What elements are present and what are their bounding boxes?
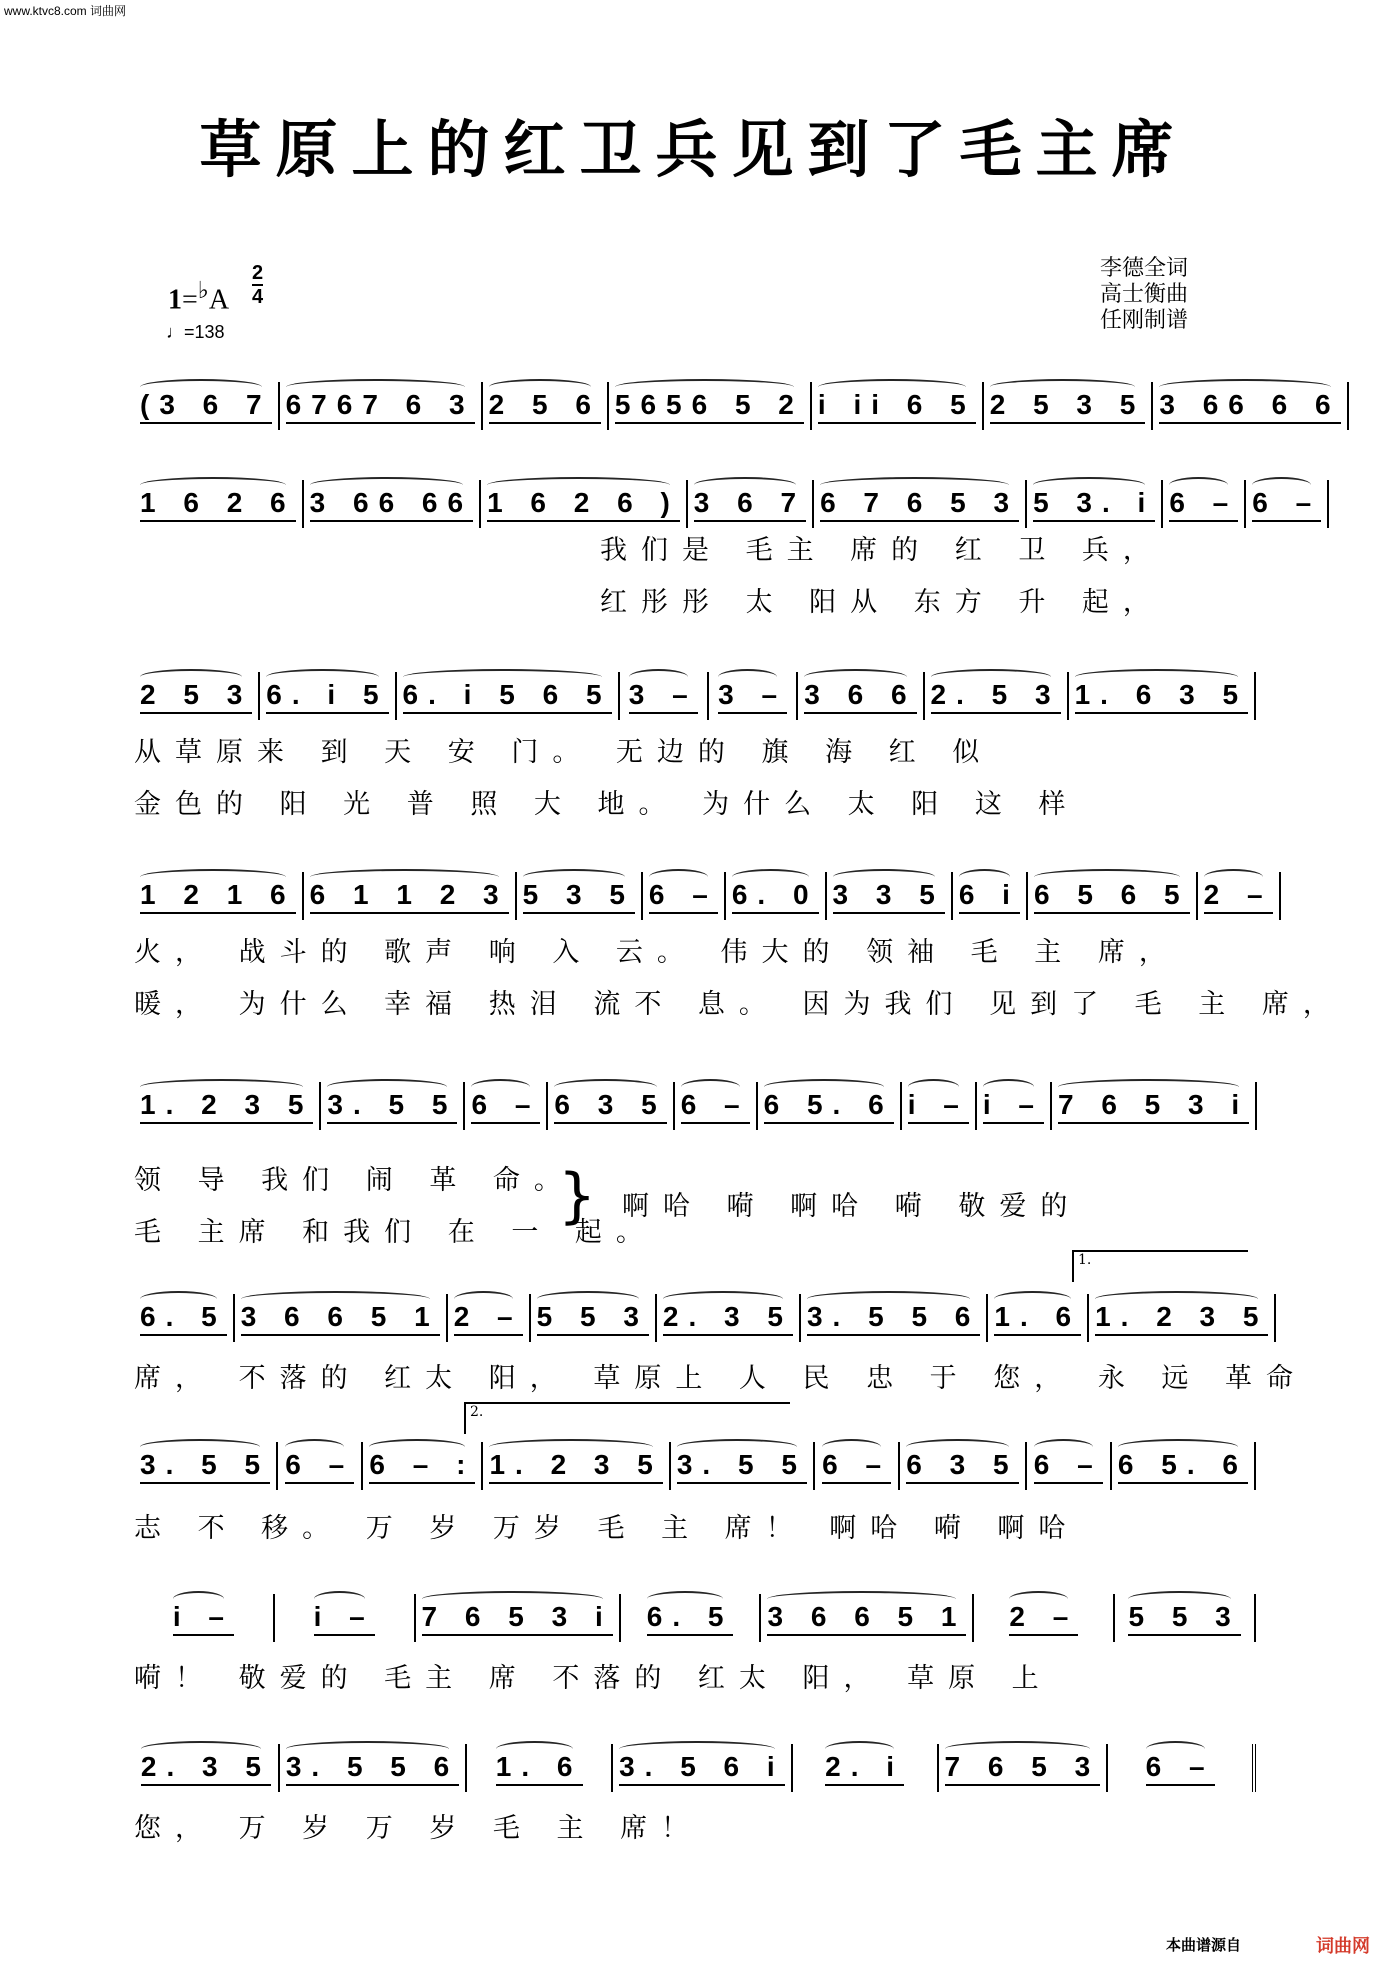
measure-notes: 6767 6 3 (286, 389, 475, 424)
measure (953, 872, 1028, 920)
measure-notes: i – (314, 1601, 375, 1636)
measure (1115, 1594, 1256, 1642)
measure-notes: 2. i (825, 1751, 904, 1786)
measure-notes: 6 – (1034, 1449, 1103, 1484)
measure-notes: 6 – (285, 1449, 354, 1484)
measure-notes: 1 6 2 6 ) (487, 487, 680, 522)
measure-notes: 6 5. 6 (764, 1089, 894, 1124)
measure-notes: 6 – (649, 879, 718, 914)
measure (275, 1594, 416, 1642)
measure-notes: 2. 5 3 (931, 679, 1061, 714)
measure-notes: i – (173, 1601, 234, 1636)
measure-notes: 5 5 3 (1128, 1601, 1240, 1636)
measure (688, 480, 814, 528)
measure-notes: 6 – (681, 1089, 750, 1124)
lyric-line: 毛 主席 和我们 在 一 起。 (134, 1217, 657, 1248)
measure (134, 1744, 280, 1792)
measure (620, 672, 709, 720)
site-watermark: www.ktvc8.com 词曲网 (4, 4, 127, 18)
notation-row-4 (134, 850, 1273, 920)
measure (643, 872, 726, 920)
measure (613, 1744, 793, 1792)
measure (304, 872, 517, 920)
measure (902, 1082, 977, 1130)
measure (657, 1294, 801, 1342)
time-signature (252, 262, 263, 308)
measure (134, 1082, 321, 1130)
measure (363, 1442, 483, 1490)
measure-notes: 1. 6 3 5 (1075, 679, 1248, 714)
measure-notes: 6 7 6 5 3 (820, 487, 1019, 522)
measure (609, 382, 812, 430)
time-signature-bottom: 4 (252, 286, 264, 308)
source-footer: 本曲谱源自 (1166, 1936, 1242, 1954)
measure-notes: 5 5 3 (537, 1301, 649, 1336)
lyric-brace: } (558, 1161, 597, 1231)
measure-notes: 6 – (822, 1449, 891, 1484)
measure-notes: 6 3 5 (906, 1449, 1018, 1484)
page-title: 草原上的红卫兵见到了毛主席 (199, 113, 1188, 186)
measure-notes: 3 – (629, 679, 698, 714)
first-ending-bracket: 1. (1072, 1250, 1248, 1282)
measure-notes: 3 6 6 5 1 (241, 1301, 440, 1336)
measure (1246, 480, 1329, 528)
measure-notes: 6 5 6 5 (1034, 879, 1190, 914)
measure-notes: 3. 5 6 i (619, 1751, 785, 1786)
measure-notes: 6 – (471, 1089, 540, 1124)
key-signature (168, 276, 229, 316)
brand-logo: 词曲网 (1316, 1936, 1370, 1957)
measure-notes: 2 5 3 5 (990, 389, 1146, 424)
notation-row-5 (134, 1060, 1256, 1130)
measure-notes: 3 6 6 5 1 (767, 1601, 966, 1636)
measure (977, 1082, 1052, 1130)
credit-lyricist: 李德全词 (1100, 256, 1189, 281)
lyric-line: 暖， 为什么 幸福 热泪 流不 息。 因为我们 见到了 毛 主 席， (134, 989, 1344, 1020)
measure (481, 480, 688, 528)
measure (134, 480, 304, 528)
measure (709, 672, 798, 720)
measure (1153, 382, 1348, 430)
measure (483, 1442, 670, 1490)
measure (939, 1744, 1109, 1792)
measure (925, 672, 1069, 720)
key-equals: = (182, 284, 198, 316)
measure-notes: 6 5. 6 (1118, 1449, 1248, 1484)
measure (448, 1294, 531, 1342)
lyric-line: 志 不 移。 万 岁 万岁 毛 主 席！ 啊哈 嗬 啊哈 (134, 1513, 1080, 1544)
measure-notes: i ii 6 5 (818, 389, 976, 424)
measure-notes: 6 – (1146, 1751, 1215, 1786)
key-tonic-number: 1 (168, 284, 182, 316)
measure-notes: 7 6 5 3 i (422, 1601, 613, 1636)
lyric-line: 火， 战斗的 歌声 响 入 云。 伟大的 领袖 毛 主 席， (134, 937, 1180, 968)
key-note: A (208, 284, 230, 316)
measure (134, 872, 304, 920)
measure (134, 382, 280, 430)
measure (1089, 1294, 1276, 1342)
notation-row-1 (134, 360, 1341, 430)
notation-row-8 (134, 1572, 1256, 1642)
lyric-line: 红彤彤 太 阳从 东方 升 起， (600, 587, 1164, 618)
measure-notes: 6 1 1 2 3 (310, 879, 509, 914)
measure (798, 672, 924, 720)
notation-row-9 (134, 1722, 1256, 1792)
credit-transcriber: 任刚制谱 (1100, 308, 1189, 333)
measure (134, 1594, 275, 1642)
measure (758, 1082, 902, 1130)
tempo-mark: ♩=138 (166, 322, 225, 342)
measure (260, 672, 396, 720)
measure-notes: 6. 0 (732, 879, 819, 914)
measure-notes: 6 – (1169, 487, 1238, 522)
measure (621, 1594, 762, 1642)
measure (1163, 480, 1246, 528)
measure-notes: 6. 5 (140, 1301, 227, 1336)
measure (1028, 872, 1198, 920)
measure-notes: 1. 2 3 5 (489, 1449, 662, 1484)
measure-notes: 3. 5 5 (327, 1089, 457, 1124)
measure-notes: 6 3 5 (554, 1089, 666, 1124)
measure-notes: 3 66 6 6 (1159, 389, 1340, 424)
measure (517, 872, 643, 920)
measure (801, 1294, 988, 1342)
measure-notes: 6. i 5 (266, 679, 388, 714)
measure-notes: 3. 5 5 6 (286, 1751, 459, 1786)
measure-notes: 3 – (718, 679, 787, 714)
measure (134, 672, 260, 720)
measure-notes: i – (908, 1089, 969, 1124)
measure (1027, 1442, 1112, 1490)
measure-notes: 1. 6 (994, 1301, 1081, 1336)
measure-notes: 3 6 7 (694, 487, 806, 522)
measure-notes: 1. 2 3 5 (140, 1089, 313, 1124)
measure (1027, 480, 1163, 528)
measure (814, 480, 1027, 528)
measure-notes: 2. 3 5 (141, 1751, 271, 1786)
credits (1100, 256, 1188, 334)
measure (827, 872, 953, 920)
measure (134, 1294, 235, 1342)
credit-composer: 高士衡曲 (1100, 282, 1189, 307)
measure (531, 1294, 657, 1342)
measure-notes: 6 – (1252, 487, 1321, 522)
measure-notes: 5656 5 2 (615, 389, 804, 424)
measure (235, 1294, 448, 1342)
measure (416, 1594, 621, 1642)
measure-notes: 6. i 5 6 5 (403, 679, 612, 714)
measure (726, 872, 827, 920)
measure-notes: 5 3. i (1033, 487, 1155, 522)
measure-notes: 6. 5 (647, 1601, 734, 1636)
measure-notes: (3 6 7 (140, 389, 272, 424)
measure (134, 1442, 278, 1490)
measure-notes: 3. 5 5 6 (807, 1301, 980, 1336)
notation-row-3 (134, 650, 1256, 720)
measure (675, 1082, 758, 1130)
measure-notes: 3 66 66 (310, 487, 473, 522)
measure (304, 480, 481, 528)
measure-notes: 3. 5 5 (140, 1449, 270, 1484)
measure (812, 382, 984, 430)
measure (278, 1442, 363, 1490)
measure (321, 1082, 465, 1130)
measure-notes: 6 i (959, 879, 1020, 914)
measure (280, 382, 483, 430)
measure (984, 382, 1154, 430)
measure-notes: 6 – : (369, 1449, 475, 1484)
measure-notes: 5 3 5 (523, 879, 635, 914)
measure-notes: 3 3 5 (833, 879, 945, 914)
notation-row-2 (134, 458, 1322, 528)
measure (483, 382, 609, 430)
lyric-line: 席， 不落的 红太 阳， 草原上 人 民 忠 于 您， 永 远 革命 (134, 1363, 1307, 1394)
measure (900, 1442, 1026, 1490)
measure-notes: 1 2 1 6 (140, 879, 296, 914)
measure (548, 1082, 674, 1130)
time-signature-top: 2 (252, 262, 264, 284)
measure-notes: 1. 2 3 5 (1095, 1301, 1268, 1336)
lyric-line: 金色的 阳 光 普 照 大 地。 为什么 太 阳 这 样 (134, 789, 1080, 820)
measure (761, 1594, 974, 1642)
measure (280, 1744, 467, 1792)
measure (988, 1294, 1089, 1342)
measure (793, 1744, 939, 1792)
measure-notes: 2 5 6 (489, 389, 601, 424)
measure-notes: 3. 5 5 (677, 1449, 807, 1484)
measure-notes: 1. 6 (496, 1751, 583, 1786)
notation-row-6 (134, 1272, 1269, 1342)
measure (1198, 872, 1281, 920)
measure-notes: 2 – (1009, 1601, 1078, 1636)
measure (671, 1442, 815, 1490)
measure-notes: 7 6 5 3 i (1058, 1089, 1249, 1124)
lyric-line: 我们是 毛主 席的 红 卫 兵， (600, 535, 1164, 566)
lyric-line: 从草原来 到 天 安 门。 无边的 旗 海 红 似 (134, 737, 994, 768)
measure (815, 1442, 900, 1490)
measure-notes: 2 – (454, 1301, 523, 1336)
measure (1112, 1442, 1256, 1490)
measure (974, 1594, 1115, 1642)
lyric-line: 您， 万 岁 万 岁 毛 主 席！ (134, 1813, 703, 1844)
measure (467, 1744, 613, 1792)
measure-notes: 7 6 5 3 (945, 1751, 1101, 1786)
lyric-line: 嗬！ 敬爱的 毛主 席 不落的 红太 阳， 草原 上 (134, 1663, 1053, 1694)
second-ending-bracket: 2. (464, 1402, 790, 1434)
measure-notes: 2. 3 5 (663, 1301, 793, 1336)
measure-notes: 2 5 3 (140, 679, 252, 714)
lyric-line: 啊哈 嗬 啊哈 嗬 敬爱的 (622, 1191, 1082, 1222)
lyric-line: 领 导 我们 闹 革 命。 (134, 1165, 575, 1196)
measure (465, 1082, 548, 1130)
measure (1108, 1744, 1256, 1792)
measure-notes: 2 – (1204, 879, 1273, 914)
measure-notes: 3 6 6 (804, 679, 916, 714)
measure (1069, 672, 1256, 720)
measure-notes: 1 6 2 6 (140, 487, 296, 522)
measure (1052, 1082, 1257, 1130)
notation-row-7 (134, 1420, 1256, 1490)
flat-sign: ♭ (197, 278, 209, 304)
measure-notes: i – (983, 1089, 1044, 1124)
measure (397, 672, 620, 720)
